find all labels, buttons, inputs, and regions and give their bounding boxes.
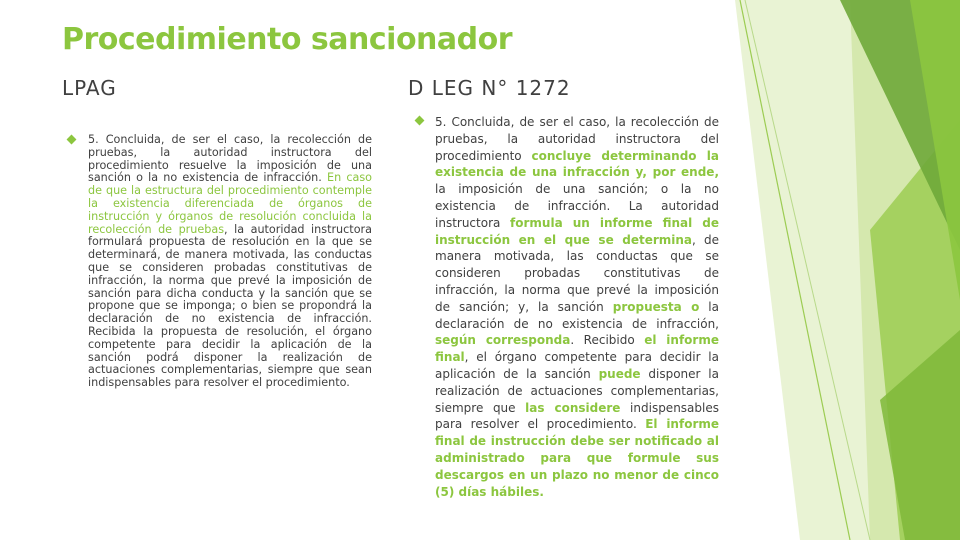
right-column-heading: D LEG N° 1272	[408, 76, 571, 100]
dleg-text-segment: la declaración de no existencia de infracción,	[435, 299, 719, 331]
dleg-highlight-segment: puede	[598, 366, 641, 381]
dleg-text-segment: disponer la realización de actuaciones complementarias, siempre que	[435, 366, 719, 415]
lpag-text-segment: , la autoridad instructora formulará propuesta de resolución en la que se determinará, de manera motivada, las conductas que se consideren probadas constitutivas de infracción, la norma que prevé la imposición de sanción para dicha conducta y la sanción que se propone que se imponga; o bien se propondrá la declaración de no existencia de infracción. Recibida la propuesta de resolución, el órgano competente para decidir la aplicación de la sanción podrá disponer la realización de actuaciones complementarias, siempre que sean indispensables para resolver el procedimiento.	[88, 222, 372, 390]
dleg-highlight-segment: el informe final	[435, 333, 719, 365]
dleg-text-segment: , de manera motivada, las conductas que se consideren probadas constitutivas de infracción, la norma que prevé la imposición de sanción; y, la sanción	[435, 232, 719, 314]
dleg-text-segment: 5. Concluida, de ser el caso, la recolección de pruebas, la autoridad instructora del procedimiento	[435, 115, 719, 163]
lpag-highlight-segment: En caso de que la estructura del procedimiento contemple la existencia diferenciada de órganos de instrucción y órganos de resolución concluida la recolección de pruebas	[88, 171, 372, 236]
dleg-paragraph	[435, 114, 719, 500]
lpag-paragraph	[88, 134, 372, 390]
dleg-highlight-segment: formula un informe final de instrucción en el que se determina	[435, 215, 719, 247]
slide-title: Procedimiento sancionador	[62, 22, 513, 57]
left-column-heading: LPAG	[62, 76, 117, 100]
dleg-text-segment: indispensables para resolver el procedimiento.	[435, 400, 719, 432]
dleg-highlight-segment: El informe final de instrucción debe ser notificado al administrado para que formule sus descargos en un plazo no menor de cinco (5) días hábiles.	[435, 417, 719, 499]
dleg-text-segment: , el órgano competente para decidir la aplicación de la sanción	[435, 350, 719, 381]
dleg-text-segment: . Recibido	[570, 333, 645, 348]
dleg-highlight-segment: concluye determinando la existencia de una infracción y, por ende,	[435, 148, 720, 180]
dleg-highlight-segment: propuesta o	[612, 299, 700, 314]
dleg-highlight-segment: las considere	[525, 400, 621, 415]
lpag-text-segment: 5. Concluida, de ser el caso, la recolección de pruebas, la autoridad instructora del procedimiento resuelve la imposición de una sanción o la no existencia de infracción.	[88, 133, 372, 185]
dleg-text-segment: la imposición de una sanción; o la no existencia de infracción. La autoridad instructora	[435, 182, 719, 230]
dleg-highlight-segment: según corresponda	[435, 333, 571, 348]
